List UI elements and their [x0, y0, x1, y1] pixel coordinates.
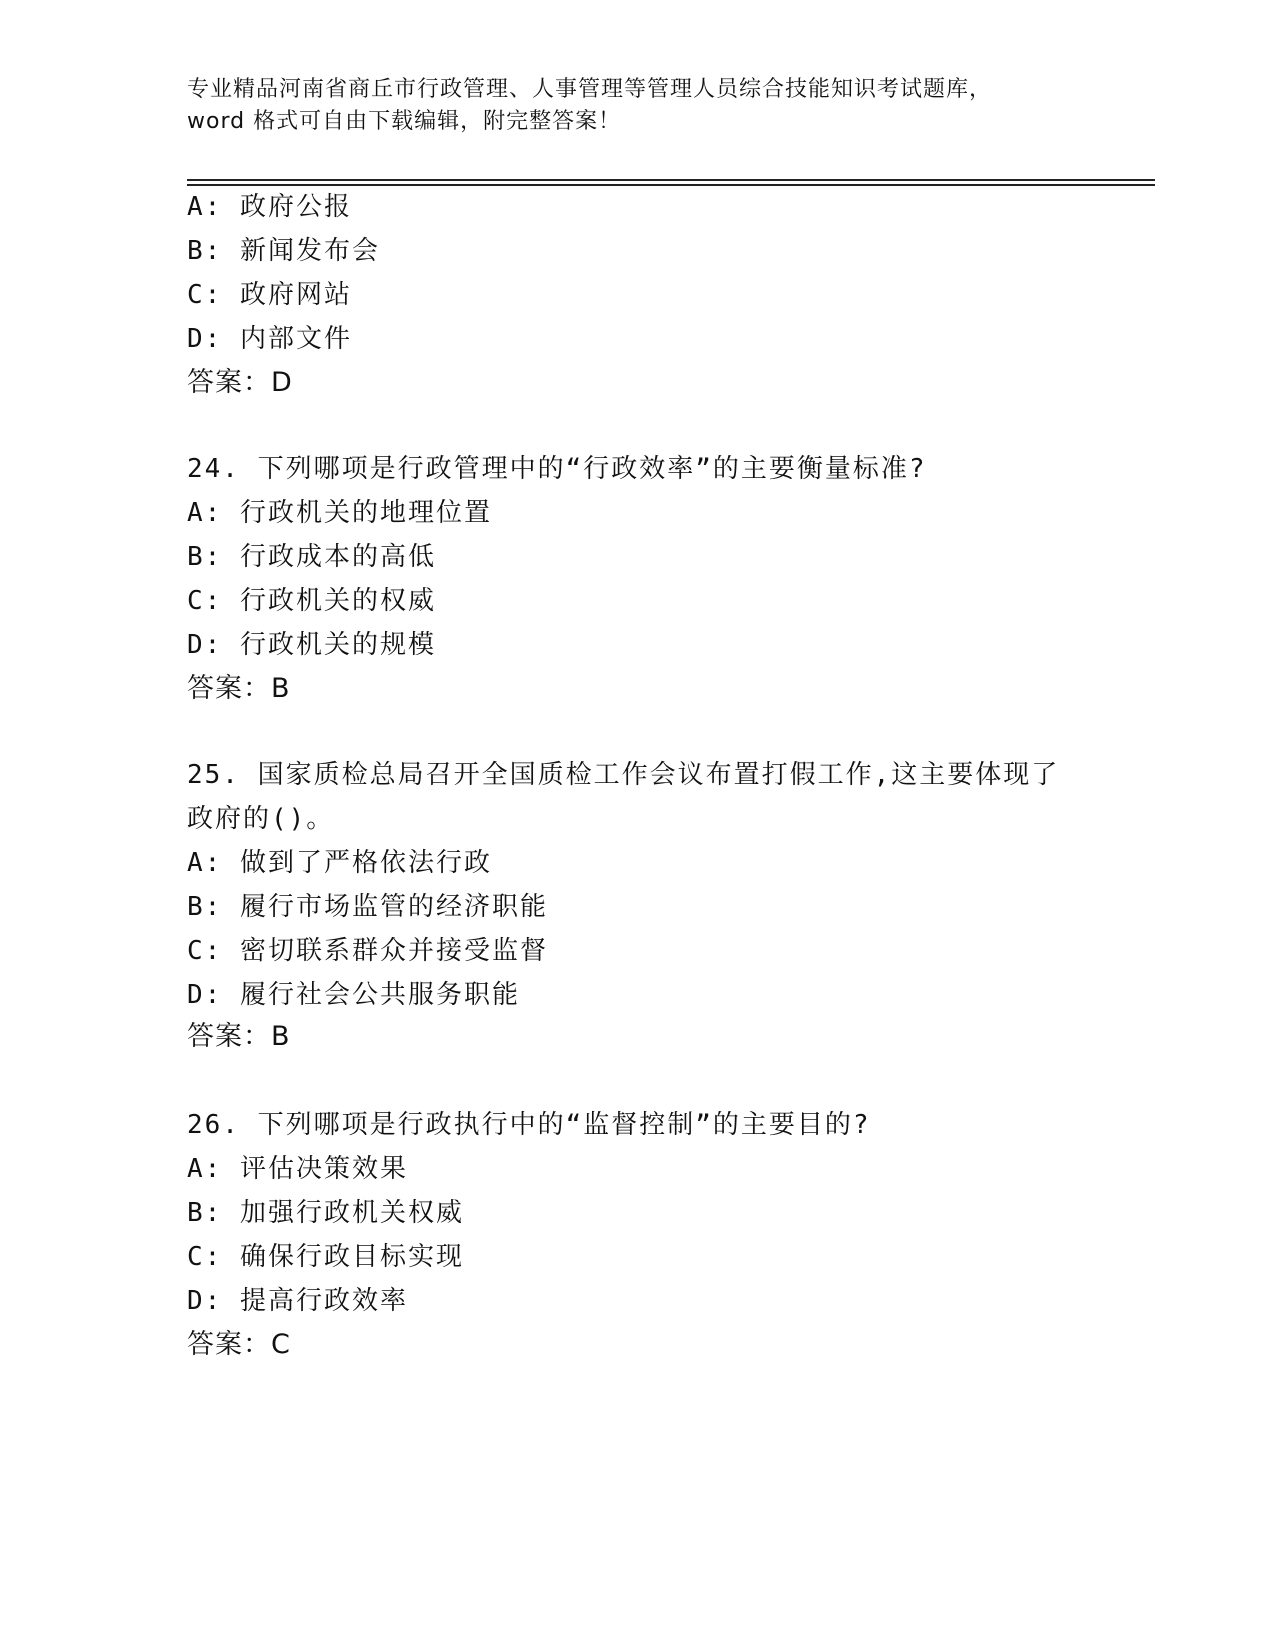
q23-option-c: C: 政府网站: [187, 280, 352, 310]
answer-value: B: [271, 1021, 291, 1052]
q25-question-line-2: 政府的()。: [187, 804, 335, 834]
answer-label: 答案：: [187, 367, 271, 398]
document-header: [187, 74, 1167, 138]
q24-option-b: B: 行政成本的高低: [187, 542, 436, 572]
q26-option-c: C: 确保行政目标实现: [187, 1242, 464, 1272]
q26-option-d: D: 提高行政效率: [187, 1286, 408, 1316]
q24-option-c: C: 行政机关的权威: [187, 586, 436, 616]
q24-option-d: D: 行政机关的规模: [187, 630, 436, 660]
q26-option-b: B: 加强行政机关权威: [187, 1198, 464, 1228]
q25-answer: [187, 1020, 291, 1054]
q26-question: 26. 下列哪项是行政执行中的“监督控制”的主要目的?: [187, 1110, 871, 1140]
header-title-line-2: word 格式可自由下载编辑，附完整答案！: [187, 109, 622, 134]
q25-option-c: C: 密切联系群众并接受监督: [187, 936, 548, 966]
q23-option-d: D: 内部文件: [187, 324, 352, 354]
q25-option-b: B: 履行市场监管的经济职能: [187, 892, 548, 922]
header-divider-top: [187, 179, 1155, 181]
answer-value: C: [271, 1329, 291, 1360]
q24-option-a: A: 行政机关的地理位置: [187, 498, 492, 528]
answer-label: 答案：: [187, 1021, 271, 1052]
answer-value: D: [271, 367, 293, 398]
answer-label: 答案：: [187, 1329, 271, 1360]
header-title-line-1: 专业精品河南省商丘市行政管理、人事管理等管理人员综合技能知识考试题库，: [187, 77, 993, 102]
answer-label: 答案：: [187, 673, 271, 704]
answer-value: B: [271, 673, 291, 704]
q23-answer: [187, 366, 293, 400]
q23-option-b: B: 新闻发布会: [187, 236, 380, 266]
q26-answer: [187, 1328, 291, 1362]
q23-option-a: A: 政府公报: [187, 192, 352, 222]
q25-question-line-1: 25. 国家质检总局召开全国质检工作会议布置打假工作,这主要体现了: [187, 760, 1060, 790]
q24-answer: [187, 672, 291, 706]
q26-option-a: A: 评估决策效果: [187, 1154, 408, 1184]
header-divider-bottom: [187, 184, 1155, 186]
q25-option-a: A: 做到了严格依法行政: [187, 848, 492, 878]
q24-question: 24. 下列哪项是行政管理中的“行政效率”的主要衡量标准?: [187, 454, 927, 484]
q25-option-d: D: 履行社会公共服务职能: [187, 980, 520, 1010]
